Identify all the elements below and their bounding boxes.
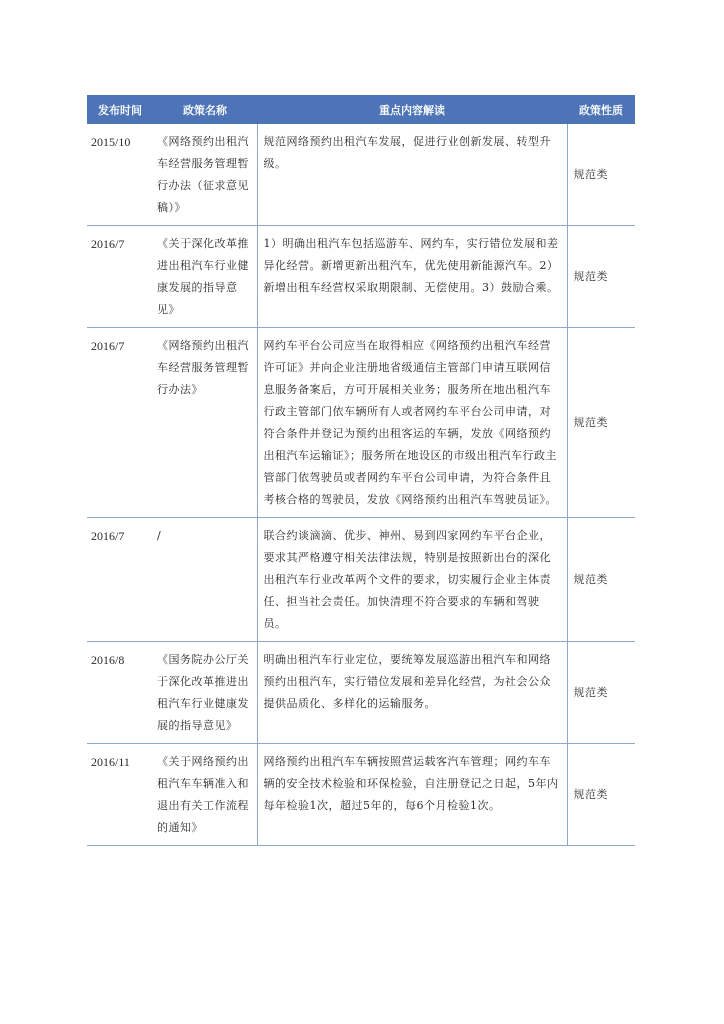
cell-policy-name: 《网络预约出租汽车经营服务管理暂行办法（征求意见稿）》 xyxy=(153,124,257,226)
cell-policy-type: 规范类 xyxy=(567,328,635,518)
table-body xyxy=(87,124,635,846)
table-row xyxy=(87,226,635,328)
header-row xyxy=(87,95,635,124)
cell-date: 2016/7 xyxy=(87,328,153,518)
header-policy-name: 政策名称 xyxy=(153,95,257,124)
cell-policy-name: / xyxy=(153,518,257,642)
table-row xyxy=(87,124,635,226)
cell-key-content: 网络预约出租汽车车辆按照营运载客汽车管理；网约车车辆的安全技术检验和环保检验，自注册登记之日起，5年内每年检验1次，超过5年的，每6个月检验1次。 xyxy=(257,744,567,846)
table-row xyxy=(87,328,635,518)
table-row xyxy=(87,642,635,744)
cell-policy-type: 规范类 xyxy=(567,226,635,328)
cell-policy-name: 《网络预约出租汽车经营服务管理暂行办法》 xyxy=(153,328,257,518)
cell-policy-type: 规范类 xyxy=(567,124,635,226)
cell-date: 2015/10 xyxy=(87,124,153,226)
policy-table xyxy=(87,95,635,846)
cell-date: 2016/8 xyxy=(87,642,153,744)
header-policy-type: 政策性质 xyxy=(567,95,635,124)
cell-policy-type: 规范类 xyxy=(567,518,635,642)
table-header xyxy=(87,95,635,124)
header-key-content: 重点内容解读 xyxy=(257,95,567,124)
table-row xyxy=(87,518,635,642)
cell-key-content: 1）明确出租汽车包括巡游车、网约车，实行错位发展和差异化经营。新增更新出租汽车，优先使用新能源汽车。2）新增出租车经营权采取期限制、无偿使用。3）鼓励合乘。 xyxy=(257,226,567,328)
cell-key-content: 规范网络预约出租汽车发展，促进行业创新发展、转型升级。 xyxy=(257,124,567,226)
cell-policy-name: 《国务院办公厅关于深化改革推进出租汽车行业健康发展的指导意见》 xyxy=(153,642,257,744)
table-row xyxy=(87,744,635,846)
cell-policy-type: 规范类 xyxy=(567,642,635,744)
cell-key-content: 联合约谈滴滴、优步、神州、易到四家网约车平台企业，要求其严格遵守相关法律法规，特别是按照新出台的深化出租汽车行业改革两个文件的要求，切实履行企业主体责任、担当社会责任。加快清理不符合要求的车辆和驾驶员。 xyxy=(257,518,567,642)
cell-policy-type: 规范类 xyxy=(567,744,635,846)
cell-policy-name: 《关于深化改革推进出租汽车行业健康发展的指导意见》 xyxy=(153,226,257,328)
cell-key-content: 明确出租汽车行业定位，要统筹发展巡游出租汽车和网络预约出租汽车，实行错位发展和差异化经营，为社会公众提供品质化、多样化的运输服务。 xyxy=(257,642,567,744)
header-date: 发布时间 xyxy=(87,95,153,124)
cell-date: 2016/11 xyxy=(87,744,153,846)
cell-key-content: 网约车平台公司应当在取得相应《网络预约出租汽车经营许可证》并向企业注册地省级通信主管部门申请互联网信息服务备案后，方可开展相关业务；服务所在地出租汽车行政主管部门依车辆所有人或者网约车平台公司申请，对符合条件并登记为预约出租客运的车辆，发放《网络预约出租汽车运输证》；服务所在地设区的市级出租汽车行政主管部门依驾驶员或者网约车平台公司申请，为符合条件且考核合格的驾驶员，发放《网络预约出租汽车驾驶员证》。 xyxy=(257,328,567,518)
cell-date: 2016/7 xyxy=(87,518,153,642)
cell-policy-name: 《关于网络预约出租汽车车辆准入和退出有关工作流程的通知》 xyxy=(153,744,257,846)
cell-date: 2016/7 xyxy=(87,226,153,328)
